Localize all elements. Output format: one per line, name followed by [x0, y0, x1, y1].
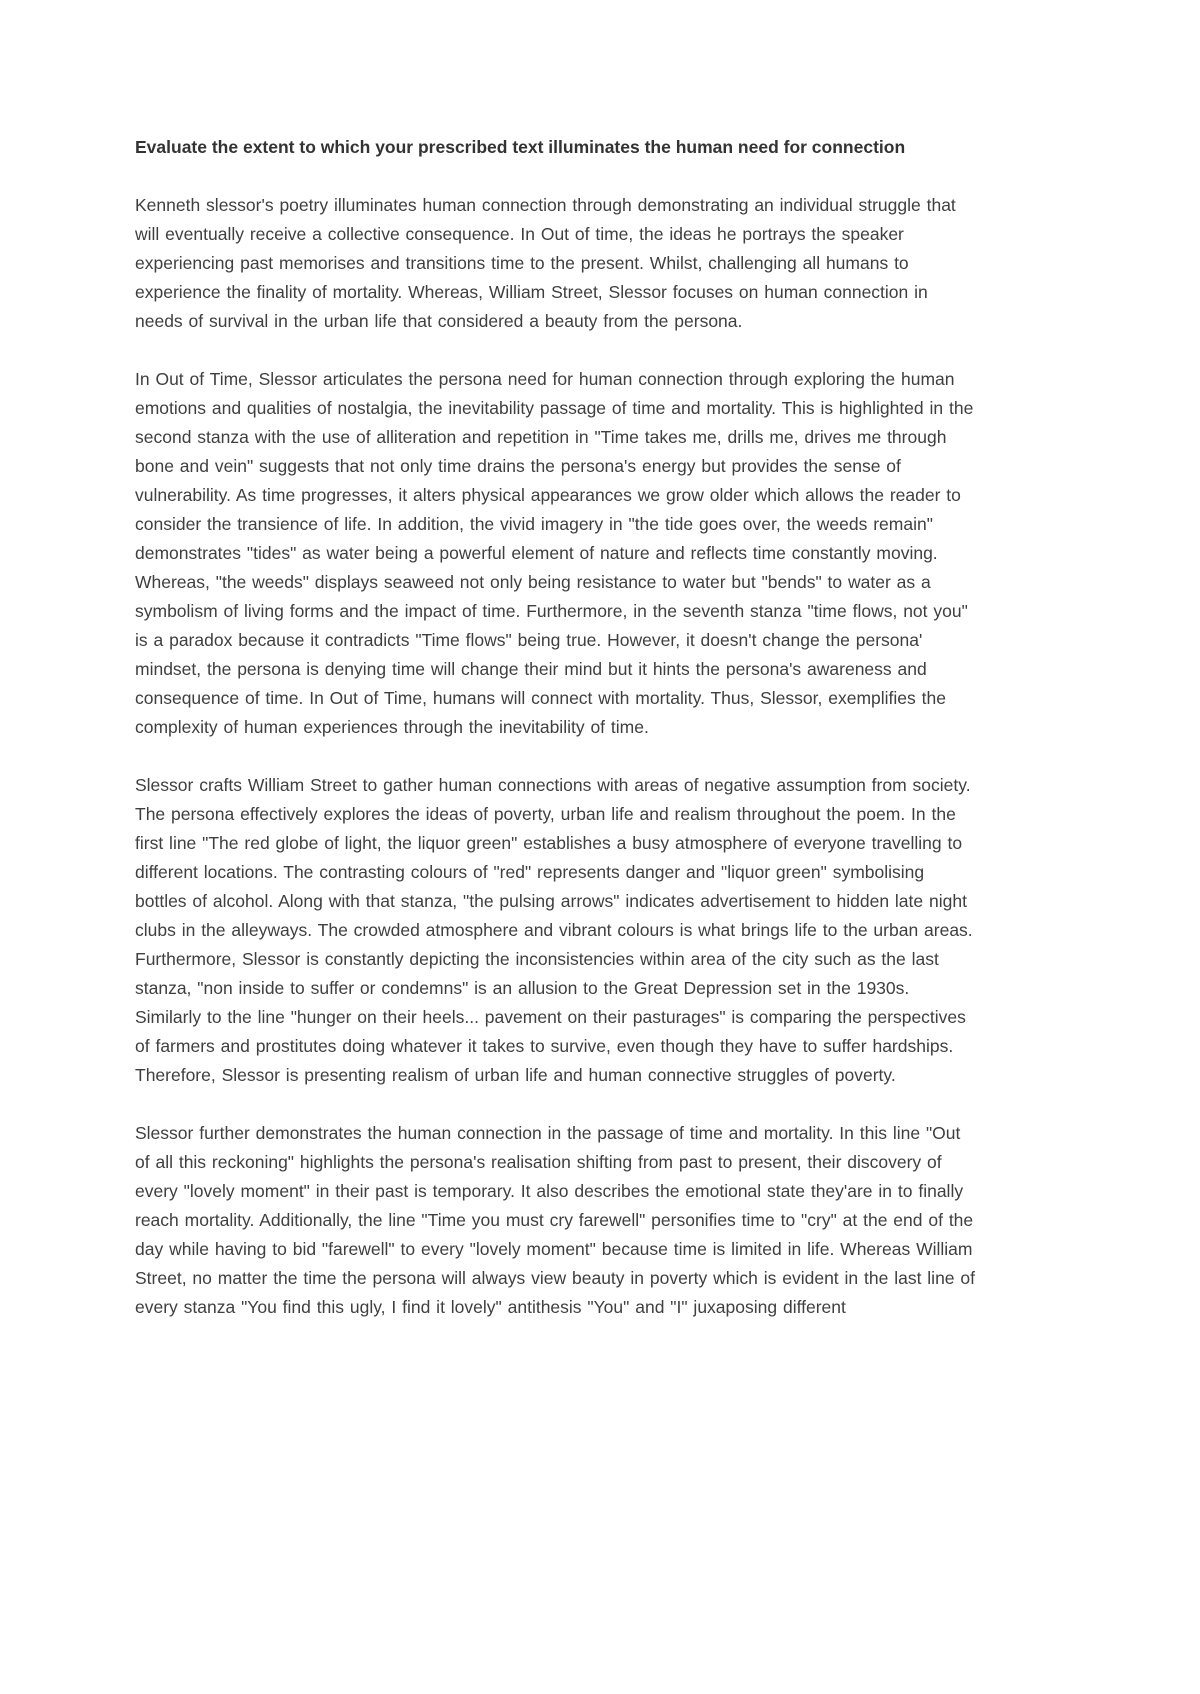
- essay-paragraph-william-street: Slessor crafts William Street to gather human connections with areas of negative assumption from society. The persona effectively explores the ideas of poverty, urban life and realism throughout the poem. In the first line "The red globe of light, the liquor green" establishes a busy atmosphere of everyone travelling to different locations. The contrasting colours of "red" represents danger and "liquor green" symbolising bottles of alcohol. Along with that stanza, "the pulsing arrows" indicates advertisement to hidden late night clubs in the alleyways. The crowded atmosphere and vibrant colours is what brings life to the urban areas. Furthermore, Slessor is constantly depicting the inconsistencies within area of the city such as the last stanza, "non inside to suffer or condemns" is an allusion to the Great Depression set in the 1930s. Similarly to the line "hunger on their heels... pavement on their pasturages" is comparing the perspectives of farmers and prostitutes doing whatever it takes to survive, even though they have to suffer hardships. Therefore, Slessor is presenting realism of urban life and human connective struggles of poverty.: [135, 775, 973, 1085]
- essay-paragraph-conclusion: Slessor further demonstrates the human connection in the passage of time and mortality. In this line "Out of all this reckoning" highlights the persona's realisation shifting from past to present, their discovery of every "lovely moment" in their past is temporary. It also describes the emotional state they'are in to finally reach mortality. Additionally, the line "Time you must cry farewell" personifies time to "cry" at the end of the day while having to bid "farewell" to every "lovely moment" because time is limited in life. Whereas William Street, no matter the time the persona will always view beauty in poverty which is evident in the last line of every stanza "You find this ugly, I find it lovely" antithesis "You" and "I" juxaposing different: [135, 1123, 975, 1317]
- essay-paragraph-intro: Kenneth slessor's poetry illuminates human connection through demonstrating an individual struggle that will eventually receive a collective consequence. In Out of time, the ideas he portrays the speaker experiencing past memorises and transitions time to the present. Whilst, challenging all humans to experience the finality of mortality. Whereas, William Street, Slessor focuses on human connection in needs of survival in the urban life that considered a beauty from the persona.: [135, 195, 956, 331]
- essay-paragraph-out-of-time: In Out of Time, Slessor articulates the persona need for human connection through exploring the human emotions and qualities of nostalgia, the inevitability passage of time and mortality. This is highlighted in the second stanza with the use of alliteration and repetition in "Time takes me, drills me, drives me through bone and vein" suggests that not only time drains the persona's energy but provides the sense of vulnerability. As time progresses, it alters physical appearances we grow older which allows the reader to consider the transience of life. In addition, the vivid imagery in "the tide goes over, the weeds remain" demonstrates "tides" as water being a powerful element of nature and reflects time constantly moving. Whereas, "the weeds" displays seaweed not only being resistance to water but "bends" to water as a symbolism of living forms and the impact of time. Furthermore, in the seventh stanza "time flows, not you" is a paradox because it contradicts "Time flows" being true. However, it doesn't change the persona' mindset, the persona is denying time will change their mind but it hints the persona's awareness and consequence of time. In Out of Time, humans will connect with mortality. Thus, Slessor, exemplifies the complexity of human experiences through the inevitability of time.: [135, 369, 974, 737]
- essay-title: Evaluate the extent to which your prescribed text illuminates the human need for connection: [135, 137, 906, 157]
